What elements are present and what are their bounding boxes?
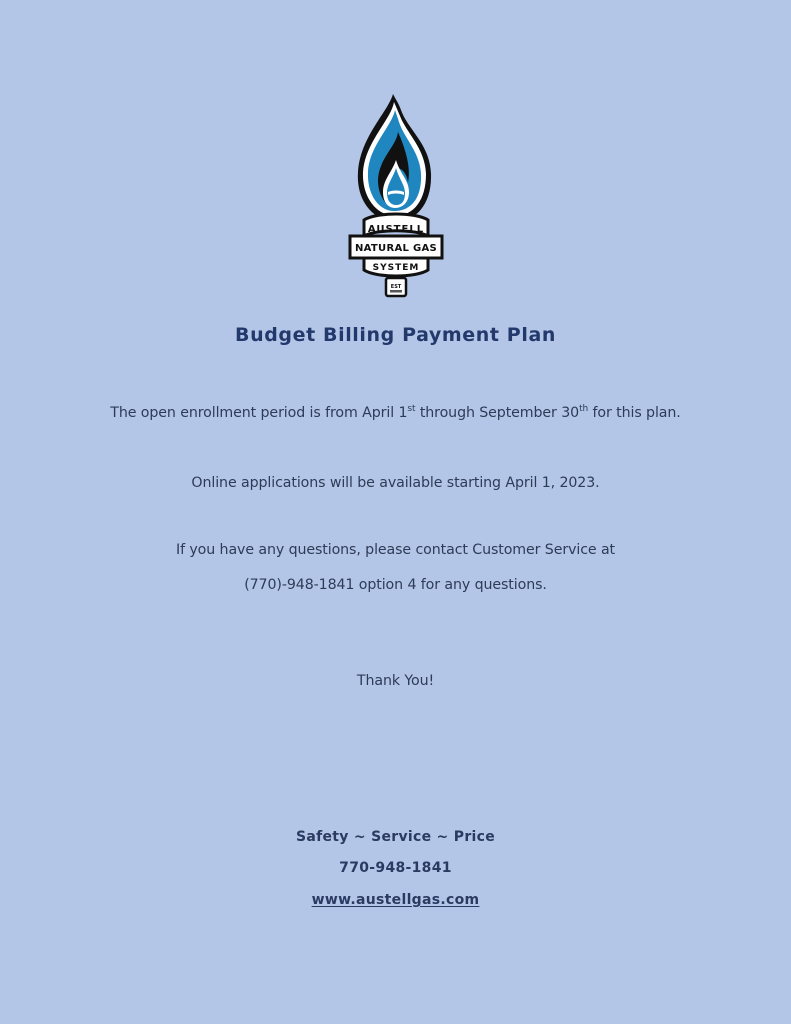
- svg-text:NATURAL GAS: NATURAL GAS: [354, 243, 438, 254]
- footer-phone: 770-948-1841: [339, 860, 452, 876]
- svg-text:SYSTEM: SYSTEM: [372, 263, 420, 273]
- svg-text:AUSTELL: AUSTELL: [367, 224, 425, 235]
- contact-text-line1: If you have any questions, please contact Customer Service at: [175, 542, 615, 558]
- flame-icon: [346, 92, 446, 300]
- ordinal-suffix: st: [407, 404, 416, 414]
- footer-tagline: Safety ~ Service ~ Price: [295, 829, 496, 845]
- online-applications-text: Online applications will be available starting April 1, 2023.: [191, 475, 600, 491]
- enrollment-text-part1: The open enrollment period is from April 1: [110, 405, 408, 421]
- thank-you-text: Thank You!: [356, 673, 435, 689]
- website-link[interactable]: www.austellgas.com: [311, 892, 480, 908]
- enrollment-period-text: [0, 405, 791, 421]
- page-title: Budget Billing Payment Plan: [235, 324, 556, 346]
- footer-website: [0, 892, 791, 908]
- enrollment-text-part3: for this plan.: [588, 405, 681, 421]
- austell-gas-logo: [346, 92, 446, 300]
- svg-text:EST: EST: [390, 284, 402, 290]
- ordinal-suffix: th: [579, 404, 589, 414]
- contact-text-line2: (770)-948-1841 option 4 for any questions.: [244, 577, 547, 593]
- enrollment-text-part2: through September 30: [415, 405, 580, 421]
